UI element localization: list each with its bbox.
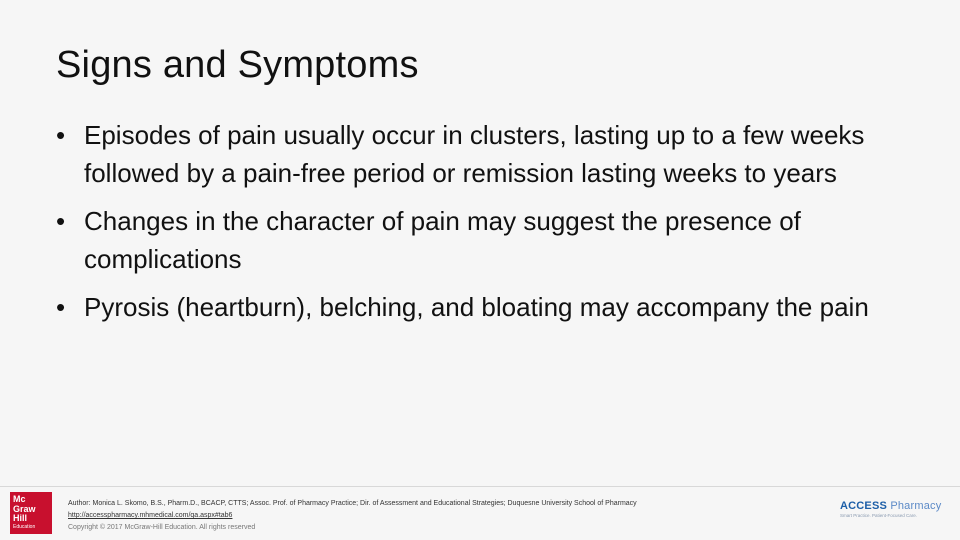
bullet-marker: • (56, 120, 66, 150)
bullet-marker: • (56, 206, 66, 236)
access-pharmacy-logo (840, 500, 950, 526)
bullet-item (56, 288, 916, 326)
logo-line: Hill (13, 513, 28, 523)
logo-tagline: Smart Practice. Patient-Focused Care. (840, 513, 918, 518)
mcgraw-hill-logo (10, 492, 52, 534)
bullet-marker: • (56, 292, 66, 322)
bullet-item (56, 202, 916, 278)
bullet-text: Pyrosis (heartburn), belching, and bloating may accompany the pain (84, 292, 869, 322)
bullet-list (56, 116, 916, 336)
source-link[interactable]: http://accesspharmacy.mhmedical.com/qa.aspx#tab6 (68, 512, 233, 519)
logo-subline: Education (13, 523, 36, 530)
slide-title: Signs and Symptoms (56, 44, 419, 86)
bullet-text: Episodes of pain usually occur in clusters, lasting up to a few weeks followed by a pain-free period or remission lasting weeks to years (84, 120, 865, 188)
logo-line: Mc (13, 494, 26, 504)
bullet-text: Changes in the character of pain may suggest the presence of complications (84, 206, 801, 274)
author-credit: Author: Monica L. Skomo, B.S., Pharm.D., BCACP, CTTS; Assoc. Prof. of Pharmacy Practice; Dir. of Assessment and Educational Strategies; Duquesne University School of Pharmacy (68, 500, 637, 507)
footer-divider (0, 486, 960, 487)
copyright-notice: Copyright © 2017 McGraw-Hill Education. All rights reserved (68, 524, 256, 531)
logo-word-pharmacy: Pharmacy (890, 500, 942, 512)
footer-credits (68, 498, 828, 534)
logo-word-access: ACCESS (840, 500, 888, 512)
logo-line: Graw (13, 503, 36, 514)
bullet-item (56, 116, 916, 192)
